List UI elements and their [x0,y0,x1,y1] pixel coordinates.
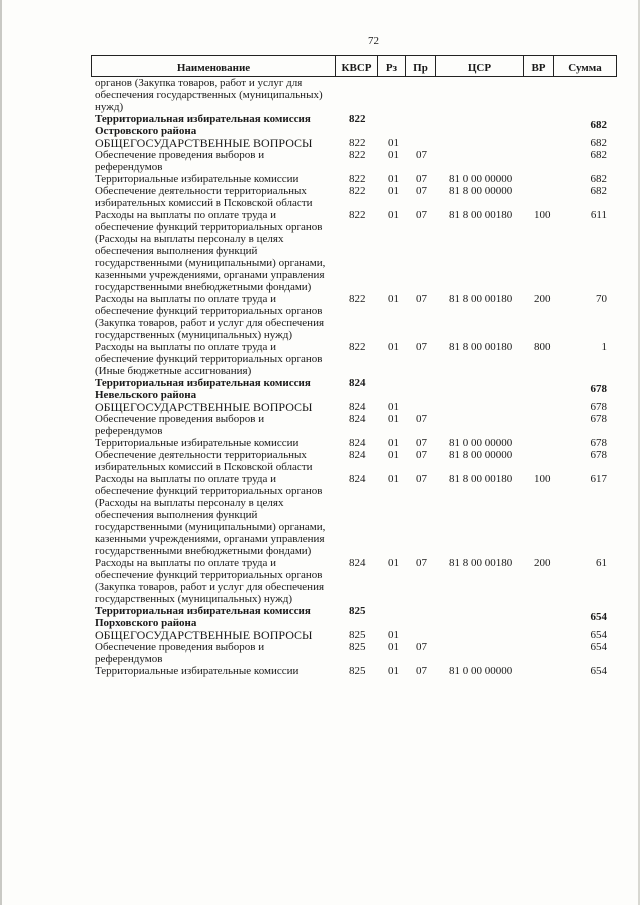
row-csr: 81 8 00 00180 [449,341,513,353]
row-kvsr: 824 [349,437,366,449]
row-kvsr: 825 [349,665,366,677]
row-sum: 654 [590,665,607,677]
row-vr: 100 [534,209,551,221]
row-rz: 01 [388,629,399,641]
row-name: Территориальная избирательная комиссия Невельского района [95,377,311,401]
row-kvsr: 822 [349,113,366,125]
row-csr: 81 0 00 00000 [449,665,513,677]
row-rz: 01 [388,641,399,653]
row-kvsr: 825 [349,629,366,641]
row-kvsr: 822 [349,173,366,185]
header-pr: Пр [406,56,436,76]
row-rz: 01 [388,173,399,185]
table-row [91,341,617,377]
row-pr: 07 [416,185,427,197]
row-sum: 682 [590,119,607,131]
row-name: ОБЩЕГОСУДАРСТВЕННЫЕ ВОПРОСЫ [95,136,313,150]
row-sum: 682 [590,149,607,161]
row-kvsr: 822 [349,149,366,161]
table-row [91,113,617,137]
table-row [91,437,617,449]
row-vr: 100 [534,473,551,485]
row-sum: 678 [590,449,607,461]
row-kvsr: 824 [349,377,366,389]
table-row [91,629,617,641]
table-row [91,149,617,173]
row-csr: 81 8 00 00180 [449,209,513,221]
page-number: 72 [368,35,379,47]
row-pr: 07 [416,557,427,569]
row-vr: 200 [534,557,551,569]
row-kvsr: 822 [349,293,366,305]
row-kvsr: 822 [349,137,366,149]
table-row [91,665,617,677]
header-sum: Сумма [568,62,602,74]
row-sum: 682 [590,185,607,197]
row-rz: 01 [388,473,399,485]
row-rz: 01 [388,293,399,305]
row-name: Обеспечение проведения выборов и референдумов [95,413,265,437]
table-row [91,377,617,401]
row-pr: 07 [416,449,427,461]
row-name: ОБЩЕГОСУДАРСТВЕННЫЕ ВОПРОСЫ [95,628,313,642]
row-pr: 07 [416,473,427,485]
table-row [91,137,617,149]
row-sum: 654 [590,641,607,653]
row-rz: 01 [388,209,399,221]
row-pr: 07 [416,173,427,185]
row-rz: 01 [388,137,399,149]
row-csr: 81 0 00 00000 [449,437,513,449]
table-row [91,413,617,437]
row-name: Территориальные избирательные комиссии [95,173,299,185]
row-kvsr: 825 [349,605,366,617]
row-csr: 81 8 00 00180 [449,557,513,569]
row-name: Расходы на выплаты по оплате труда и обеспечение функций территориальных органов (Расходы на выплаты персоналу в целях обеспечения выполнения функций государственными (муниципальными) органами, казенными учреждениями, органами управления государственными внебюджетными фондами) [95,209,326,293]
row-csr: 81 8 00 00180 [449,473,513,485]
row-kvsr: 822 [349,185,366,197]
row-name: Расходы на выплаты по оплате труда и обеспечение функций территориальных органов (Закупка товаров, работ и услуг для обеспечения государственных (муниципальных) нужд) [95,293,325,341]
row-name: Обеспечение проведения выборов и референдумов [95,149,265,173]
row-sum: 61 [596,557,607,569]
row-rz: 01 [388,149,399,161]
row-sum: 654 [590,629,607,641]
row-kvsr: 824 [349,401,366,413]
row-sum: 678 [590,413,607,425]
row-name: Обеспечение деятельности территориальных избирательных комиссий в Псковской области [95,185,313,209]
row-csr: 81 0 00 00000 [449,173,513,185]
row-rz: 01 [388,437,399,449]
table-row [91,641,617,665]
row-name: Территориальные избирательные комиссии [95,437,299,449]
row-sum: 1 [601,341,607,353]
row-pr: 07 [416,149,427,161]
table-body [91,77,617,677]
row-kvsr: 824 [349,449,366,461]
row-kvsr: 825 [349,641,366,653]
row-sum: 682 [590,173,607,185]
row-name: Расходы на выплаты по оплате труда и обеспечение функций территориальных органов (Иные бюджетные ассигнования) [95,341,323,377]
row-pr: 07 [416,437,427,449]
row-kvsr: 824 [349,413,366,425]
row-csr: 81 8 00 00000 [449,449,513,461]
header-name: Наименование [92,56,336,76]
header-csr: ЦСР [436,56,524,76]
header-rz: Рз [378,56,406,76]
row-pr: 07 [416,293,427,305]
table-row [91,473,617,557]
row-sum: 682 [590,137,607,149]
row-pr: 07 [416,641,427,653]
row-csr: 81 8 00 00180 [449,293,513,305]
row-sum: 678 [590,437,607,449]
row-name: ОБЩЕГОСУДАРСТВЕННЫЕ ВОПРОСЫ [95,400,313,414]
table-row [91,557,617,605]
table-row [91,449,617,473]
row-name: Обеспечение проведения выборов и референдумов [95,641,265,665]
table-row [91,605,617,629]
row-vr: 200 [534,293,551,305]
row-name: Расходы на выплаты по оплате труда и обеспечение функций территориальных органов (Расходы на выплаты персоналу в целях обеспечения выполнения функций государственными (муниципальными) органами, казенными учреждениями, органами управления государственными внебюджетными фондами) [95,473,326,557]
table-row [91,185,617,209]
budget-table [91,55,617,677]
header-kvsr: КВСР [336,56,378,76]
row-vr: 800 [534,341,551,353]
row-kvsr: 822 [349,341,366,353]
row-rz: 01 [388,449,399,461]
row-sum: 617 [590,473,607,485]
scan-edge-left [0,0,2,905]
row-rz: 01 [388,413,399,425]
row-sum: 678 [590,383,607,395]
row-sum: 70 [596,293,607,305]
row-pr: 07 [416,665,427,677]
row-name: Обеспечение деятельности территориальных избирательных комиссий в Псковской области [95,449,313,473]
row-kvsr: 824 [349,557,366,569]
row-sum: 678 [590,401,607,413]
table-row [91,173,617,185]
row-kvsr: 824 [349,473,366,485]
row-sum: 611 [590,209,607,221]
table-row [91,209,617,293]
row-name: Территориальная избирательная комиссия Порховского района [95,605,311,629]
row-pr: 07 [416,341,427,353]
table-header [91,55,617,77]
row-pr: 07 [416,209,427,221]
row-sum: 654 [590,611,607,623]
table-row [91,401,617,413]
table-row [91,293,617,341]
row-rz: 01 [388,665,399,677]
row-rz: 01 [388,401,399,413]
row-pr: 07 [416,413,427,425]
row-name: Расходы на выплаты по оплате труда и обеспечение функций территориальных органов (Закупка товаров, работ и услуг для обеспечения государственных (муниципальных) нужд) [95,557,325,605]
row-rz: 01 [388,185,399,197]
row-name: Территориальные избирательные комиссии [95,665,299,677]
row-kvsr: 822 [349,209,366,221]
table-row [91,77,617,113]
row-name: органов (Закупка товаров, работ и услуг для обеспечения государственных (муниципальных) нужд) [95,77,323,113]
row-rz: 01 [388,557,399,569]
header-vr: ВР [524,56,554,76]
row-name: Территориальная избирательная комиссия Островского района [95,113,311,137]
row-rz: 01 [388,341,399,353]
row-csr: 81 8 00 00000 [449,185,513,197]
